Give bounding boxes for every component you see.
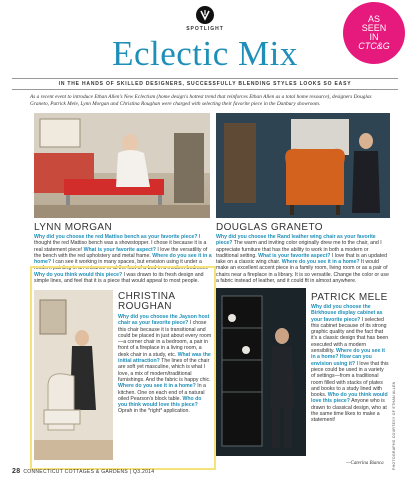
- page-number: 28: [12, 468, 21, 475]
- designer-name: CHRISTINA ROUGHAN: [118, 291, 175, 312]
- question: Why did you choose the red Mattiso bench as your favorite piece?: [34, 234, 198, 240]
- designer-interview: [311, 304, 389, 424]
- publication-name: CONNECTICUT COTTAGES & GARDENS: [23, 469, 129, 475]
- photo-credit: PHOTOGRAPHS COURTESY OF ETHAN ALLEN: [392, 381, 396, 470]
- answer: In a kitchen. One on each end of a natural oiled Pearson's block table.: [118, 383, 206, 402]
- question: Why did you choose the Rand leather wing chair as your favorite piece?: [216, 234, 376, 247]
- answer: I was drawn to its fresh design and simple lines, and feel that it is a piece that would appeal to most people.: [34, 271, 204, 285]
- question: What is your favorite aspect?: [82, 246, 156, 253]
- page-title: Eclectic Mix: [112, 34, 298, 73]
- badge-line: SEEN: [361, 23, 387, 33]
- intro-paragraph: As a recent event to introduce Ethan Allen's New Eclectism (home design's hottest trend that reinforces Ethan Allen as a total home resource), designers Douglas Graneto, Patrick Mele, Lynn Morgan and Christina Roughan were charged with selecting their favorite piece in the Danbury showroom.: [30, 94, 372, 107]
- question: Where do you see it in a home?: [118, 383, 196, 390]
- answer: I selected this cabinet because of its strong graphic quality and the fact that it's a classic design that has been executed with a modern sensibility.: [311, 316, 389, 355]
- question: What is your favorite aspect?: [256, 252, 331, 259]
- photo-red-bench: [34, 113, 210, 218]
- question: Why did you choose the Birkhouse display cabinet as your favorite piece?: [311, 304, 383, 323]
- answer: Anyone who is drawn to classical design, who at the same time likes to make a statement!: [311, 398, 387, 424]
- question: Why did you choose the Jayson host chair as your favorite piece?: [118, 314, 210, 327]
- author-credit: —Caterina Bianca: [346, 461, 384, 466]
- photo-display-cabinet: [216, 288, 306, 456]
- question: Who do you think would love this piece?: [118, 395, 202, 409]
- designer-name: LYNN MORGAN: [34, 222, 113, 233]
- badge-line: AS: [367, 14, 380, 24]
- question: Why do you think would this piece?: [34, 271, 123, 278]
- designer-name: DOUGLAS GRANETO: [216, 222, 323, 233]
- badge-line: CTC&G: [358, 41, 390, 51]
- answer: I love the versatility of the bench with the red upholstery and metal frame.: [34, 246, 208, 259]
- as-seen-in-badge: [343, 2, 405, 64]
- designer-name: PATRICK MELE: [311, 292, 388, 303]
- divider: [12, 78, 398, 79]
- answer: I chose this chair because it is transitional and could be placed in just about every room—a corner chair in a bedroom, a pair in front of a fireplace in a living room, a desk chair in a study, etc.: [118, 320, 212, 358]
- answer: The lines of the chair are soft yet masculine, which is what I love, a mix of modern/traditional furnishings. And the fabric is happy chic.: [118, 358, 211, 383]
- designer-interview: [118, 314, 212, 415]
- answer: The warm and inviting color originally drew me to the chair, and I appreciate furniture that has the ability to work in both a modern or traditional setting.: [216, 240, 382, 259]
- answer: It would make an excellent accent piece in a family room, living room or as a pair of chairs near a fireplace in a library. It is so versatile. Change the color or use a fabric instead of leather, and it could fit in almost anywhere.: [216, 259, 389, 285]
- subheadline: IN THE HANDS OF SKILLED DESIGNERS, SUCCESSFULLY BLENDING STYLES LOOKS SO EASY: [58, 81, 352, 87]
- answer: I thought the red Mattiso bench was a showstopper. I chose it because it is a real statement piece!: [34, 234, 207, 253]
- question: Who do you think would love this piece?: [311, 392, 388, 405]
- logo-mark-icon: [196, 6, 214, 24]
- question: Where do you see it in a home?: [34, 252, 212, 266]
- answer: I can see it working in many spaces, but envision using it under a modern painting in an entrance or at the foot of a bed in a modern bedroom.: [34, 259, 209, 272]
- badge-line: IN: [369, 32, 379, 42]
- photo-wing-chair: [216, 113, 390, 218]
- photo-host-chair: [34, 290, 113, 460]
- divider: [12, 89, 398, 90]
- section-label: SPOTLIGHT: [186, 26, 224, 32]
- question: Where do you see it in a home?: [280, 259, 360, 266]
- question: Where do you see it in a home? How can you envision using it?: [311, 348, 385, 367]
- answer: I love that this piece could be used in a variety of settings—from a traditional room filled with stacks of plates and books to a study lined with books.: [311, 360, 389, 399]
- page-footer: 28 CONNECTICUT COTTAGES & GARDENS | Q3.2014: [12, 468, 155, 475]
- designer-interview: [216, 234, 392, 284]
- issue-label: Q3.2014: [133, 469, 155, 475]
- answer: I love that is an updated take on a classic wing chair.: [216, 252, 387, 266]
- question: What was the initial attraction?: [118, 351, 211, 365]
- answer: Oprah in the *right* application.: [118, 408, 190, 415]
